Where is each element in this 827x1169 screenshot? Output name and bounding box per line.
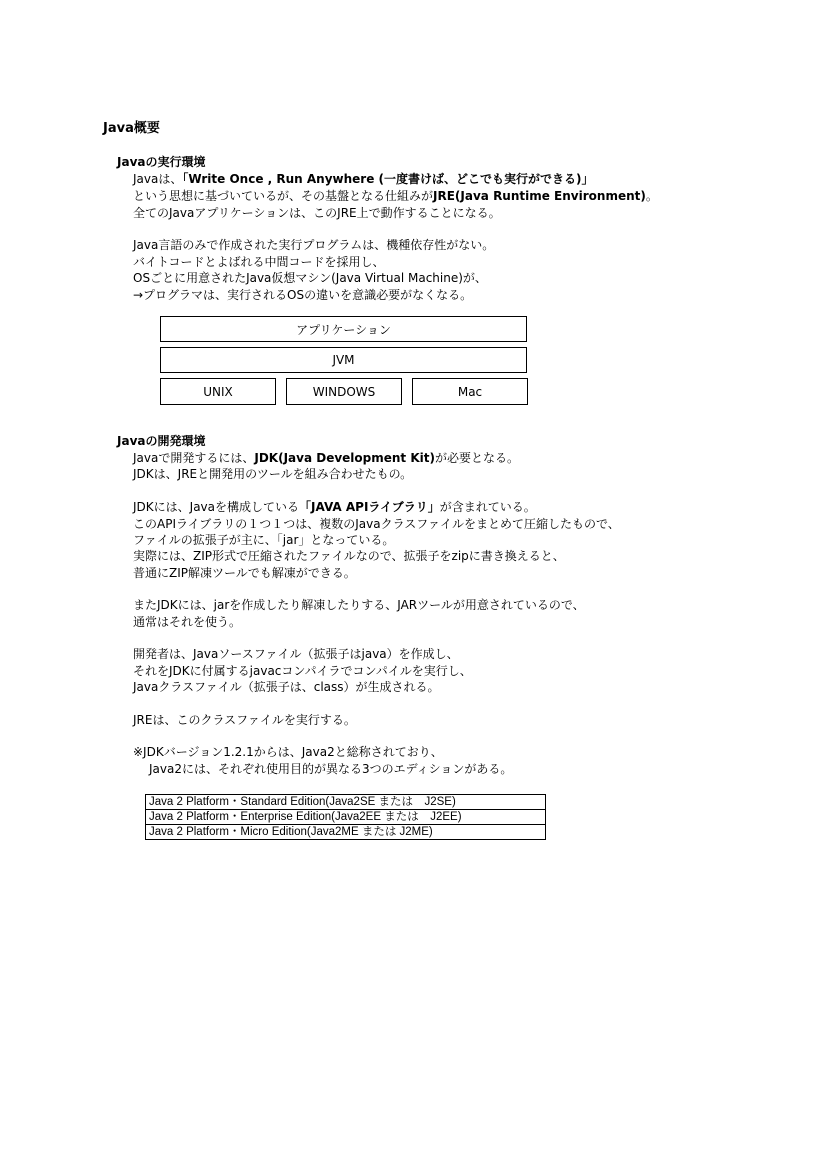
diagram-application-layer: アプリケーション xyxy=(160,316,527,342)
edition-standard: Java 2 Platform・Standard Edition(Java2SE または J2SE) xyxy=(146,795,546,810)
dev-p2-line-1 xyxy=(133,499,536,515)
runtime-line-2 xyxy=(133,188,658,204)
editions-table xyxy=(145,794,546,840)
dev-p3-line-1: またJDKには、jarを作成したり解凍したりする、JARツールが用意されているので、 xyxy=(133,598,585,612)
dev-line-1-pre: Javaで開発するには、 xyxy=(133,451,255,465)
dev-p4-line-2: それをJDKに付属するjavacコンパイラでコンパイルを実行し、 xyxy=(133,664,472,678)
section-heading-development: Javaの開発環境 xyxy=(117,434,206,448)
edition-micro: Java 2 Platform・Micro Edition(Java2ME または J2ME) xyxy=(146,825,546,840)
diagram-os-mac: Mac xyxy=(412,378,528,405)
dev-note-line-1: ※JDKバージョン1.2.1からは、Java2と総称されており、 xyxy=(133,745,443,759)
dev-p3-line-2: 通常はそれを使う。 xyxy=(133,615,242,629)
runtime-p2-line-1: Java言語のみで作成された実行プログラムは、機種依存性がない。 xyxy=(133,238,495,252)
section-heading-runtime: Javaの実行環境 xyxy=(117,155,206,169)
dev-p4-line-1: 開発者は、Javaソースファイル（拡張子はjava）を作成し、 xyxy=(133,647,459,661)
dev-p2-line-5: 普通にZIP解凍ツールでも解凍ができる。 xyxy=(133,566,356,580)
runtime-p2-line-2: バイトコードとよばれる中間コードを採用し、 xyxy=(133,255,385,269)
runtime-line-1 xyxy=(133,171,594,187)
java-api-library-term: 「JAVA APIライブラリ」 xyxy=(299,500,440,514)
jre-term: JRE(Java Runtime Environment) xyxy=(433,189,646,203)
table-row xyxy=(146,810,546,825)
dev-note-line-2: Java2には、それぞれ使用目的が異なる3つのエディションがある。 xyxy=(149,762,513,776)
runtime-line-3: 全てのJavaアプリケーションは、このJRE上で動作することになる。 xyxy=(133,206,501,220)
dev-line-1 xyxy=(133,450,519,466)
dev-p2-line-1-post: が含まれている。 xyxy=(439,500,536,514)
dev-line-2: JDKは、JREと開発用のツールを組み合わせたもの。 xyxy=(133,467,413,481)
diagram-jvm-layer: JVM xyxy=(160,347,527,373)
table-row xyxy=(146,825,546,840)
runtime-p2-line-4: →プログラマは、実行されるOSの違いを意識必要がなくなる。 xyxy=(133,288,473,302)
write-once-slogan: 「Write Once , Run Anywhere (一度書けば、どこでも実行ができる)」 xyxy=(182,172,594,186)
dev-p2-line-3: ファイルの拡張子が主に、「jar」となっている。 xyxy=(133,533,395,547)
runtime-line-2-post: 。 xyxy=(645,189,658,203)
runtime-p2-line-3: OSごとに用意されたJava仮想マシン(Java Virtual Machine)が、 xyxy=(133,271,487,285)
dev-p5: JREは、このクラスファイルを実行する。 xyxy=(133,713,356,727)
page-title: Java概要 xyxy=(103,121,160,136)
dev-p2-line-4: 実際には、ZIP形式で圧縮されたファイルなので、拡張子をzipに書き換えると、 xyxy=(133,549,565,563)
runtime-line-1-pre: Javaは、 xyxy=(133,172,183,186)
diagram-os-windows: WINDOWS xyxy=(286,378,402,405)
dev-p2-line-1-pre: JDKには、Javaを構成している xyxy=(133,500,299,514)
table-row xyxy=(146,795,546,810)
dev-line-1-post: が必要となる。 xyxy=(434,451,519,465)
dev-p4-line-3: Javaクラスファイル（拡張子は、class）が生成される。 xyxy=(133,680,440,694)
runtime-line-2-pre: という思想に基づいているが、その基盤となる仕組みが xyxy=(133,189,434,203)
dev-p2-line-2: このAPIライブラリの１つ１つは、複数のJavaクラスファイルをまとめて圧縮したもので、 xyxy=(133,517,620,531)
edition-enterprise: Java 2 Platform・Enterprise Edition(Java2EE または J2EE) xyxy=(146,810,546,825)
diagram-os-unix: UNIX xyxy=(160,378,276,405)
jdk-term: JDK(Java Development Kit) xyxy=(254,451,435,465)
